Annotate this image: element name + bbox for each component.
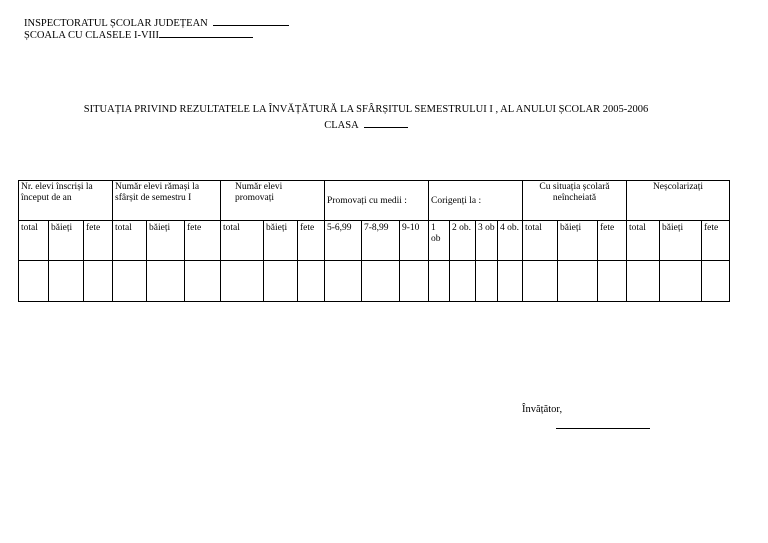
data-cell [429,261,450,302]
school-label: ȘCOALA CU CLASELE I-VIII [24,30,160,41]
sub-fete: fete [185,221,221,261]
data-cell [702,261,730,302]
class-label: CLASA [324,120,359,131]
sub-baieti: băieți [147,221,185,261]
document-title: SITUAȚIA PRIVIND REZULTATELE LA ÎNVĂȚĂTURĂ LA SFÂRȘITUL SEMESTRULUI I , AL ANULUI ȘCOLAR 2005-2006 [83,104,649,115]
sub-avg-5-6: 5-6,99 [325,221,362,261]
class-line [0,118,732,131]
inspectorate-label: INSPECTORATUL ȘCOLAR JUDEȚEAN [24,18,208,29]
sub-corig-1: 1 ob [429,221,450,261]
sub-fete: fete [298,221,325,261]
data-cell [498,261,523,302]
data-cell [362,261,400,302]
school-blank [159,28,253,38]
data-cell [400,261,429,302]
data-cell [221,261,264,302]
data-cell [598,261,627,302]
group-enrolled: Nr. elevi înscriși la început de an [19,181,113,221]
group-remaining: Număr elevi rămași la sfârșit de semestru I [113,181,221,221]
data-cell [523,261,558,302]
group-unschooled: Neșcolarizați [627,181,730,221]
data-cell [558,261,598,302]
sub-baieti: băieți [558,221,598,261]
sub-total: total [113,221,147,261]
sub-total: total [221,221,264,261]
group-averages: Promovați cu medii : [325,181,429,221]
data-cell [476,261,498,302]
teacher-label: Învățător, [522,404,563,415]
sub-fete: fete [702,221,730,261]
sub-baieti: băieți [49,221,84,261]
data-cell [19,261,49,302]
group-incomplete: Cu situația școlară neîncheiată [523,181,627,221]
results-table [18,180,730,302]
sub-fete: fete [84,221,113,261]
data-cell [627,261,660,302]
group-promoted: Număr elevi promovați [221,181,325,221]
data-cell [298,261,325,302]
sub-baieti: băieți [660,221,702,261]
data-cell [49,261,84,302]
sub-corig-4: 4 ob. [498,221,523,261]
sub-avg-7-8: 7-8,99 [362,221,400,261]
sub-fete: fete [598,221,627,261]
data-cell [147,261,185,302]
sub-total: total [523,221,558,261]
school-line [24,28,253,42]
sub-avg-9-10: 9-10 [400,221,429,261]
sub-total: total [627,221,660,261]
data-cell [84,261,113,302]
sub-corig-3: 3 ob [476,221,498,261]
signature-line [556,428,650,429]
data-cell [185,261,221,302]
sub-baieti: băieți [264,221,298,261]
data-cell [264,261,298,302]
data-cell [450,261,476,302]
class-blank [364,118,408,128]
data-cell [113,261,147,302]
sub-total: total [19,221,49,261]
inspectorate-blank [213,16,289,26]
data-cell [325,261,362,302]
data-row [19,261,730,302]
sub-corig-2: 2 ob. [450,221,476,261]
data-cell [660,261,702,302]
group-corigenti: Corigenți la : [429,181,523,221]
